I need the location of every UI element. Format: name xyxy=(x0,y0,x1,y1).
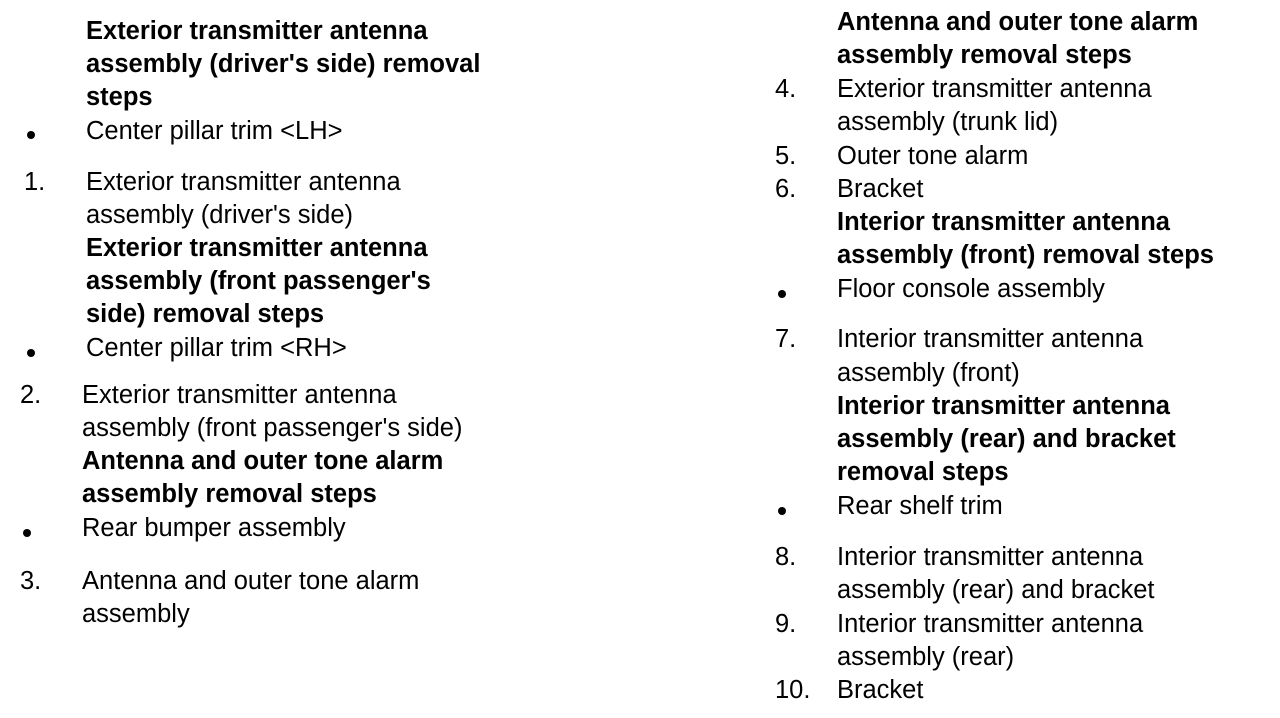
section-heading: Exterior transmitter antenna xyxy=(86,17,428,45)
section-heading: steps xyxy=(86,83,153,111)
section-heading: Antenna and outer tone alarm xyxy=(82,447,444,475)
step-number: 9. xyxy=(775,610,797,638)
step-number: 1. xyxy=(24,168,46,196)
list-item: assembly (rear) and bracket xyxy=(837,576,1155,604)
list-item: Antenna and outer tone alarm xyxy=(82,567,420,595)
section-heading: Interior transmitter antenna xyxy=(837,392,1170,420)
step-number: 6. xyxy=(775,175,797,203)
step-number: 4. xyxy=(775,75,797,103)
step-number: 10. xyxy=(775,676,811,704)
list-item: assembly (driver's side) xyxy=(86,201,354,229)
list-item: Bracket xyxy=(837,676,924,704)
step-number: 3. xyxy=(20,567,42,595)
list-item: assembly (rear) xyxy=(837,643,1015,671)
section-heading: assembly (front) removal steps xyxy=(837,241,1214,269)
list-item: Interior transmitter antenna xyxy=(837,610,1144,638)
section-heading: removal steps xyxy=(837,458,1009,486)
section-heading: Antenna and outer tone alarm xyxy=(837,8,1199,36)
section-heading: side) removal steps xyxy=(86,300,325,328)
list-item: assembly (trunk lid) xyxy=(837,108,1059,136)
list-item: assembly (front) xyxy=(837,359,1020,387)
section-heading: Exterior transmitter antenna xyxy=(86,234,428,262)
list-item: Center pillar trim <LH> xyxy=(86,117,343,145)
list-item: assembly xyxy=(82,600,190,628)
list-item: Interior transmitter antenna xyxy=(837,325,1144,353)
step-number: 2. xyxy=(20,381,42,409)
list-item: assembly (front passenger's side) xyxy=(82,414,463,442)
bullet-icon xyxy=(27,131,35,139)
step-number: 7. xyxy=(775,325,797,353)
list-item: Floor console assembly xyxy=(837,275,1105,303)
list-item: Exterior transmitter antenna xyxy=(86,168,401,196)
section-heading: assembly removal steps xyxy=(837,41,1132,69)
list-item: Exterior transmitter antenna xyxy=(82,381,397,409)
step-number: 8. xyxy=(775,543,797,571)
list-item: Bracket xyxy=(837,175,924,203)
section-heading: Interior transmitter antenna xyxy=(837,208,1170,236)
section-heading: assembly removal steps xyxy=(82,480,377,508)
section-heading: assembly (front passenger's xyxy=(86,267,431,295)
list-item: Exterior transmitter antenna xyxy=(837,75,1152,103)
bullet-icon xyxy=(27,349,35,357)
section-heading: assembly (rear) and bracket xyxy=(837,425,1176,453)
bullet-icon xyxy=(778,290,786,298)
list-item: Outer tone alarm xyxy=(837,142,1029,170)
list-item: Rear shelf trim xyxy=(837,492,1003,520)
bullet-icon xyxy=(778,507,786,515)
bullet-icon xyxy=(23,529,31,537)
list-item: Rear bumper assembly xyxy=(82,514,346,542)
section-heading: assembly (driver's side) removal xyxy=(86,50,481,78)
list-item: Interior transmitter antenna xyxy=(837,543,1144,571)
step-number: 5. xyxy=(775,142,797,170)
list-item: Center pillar trim <RH> xyxy=(86,334,347,362)
